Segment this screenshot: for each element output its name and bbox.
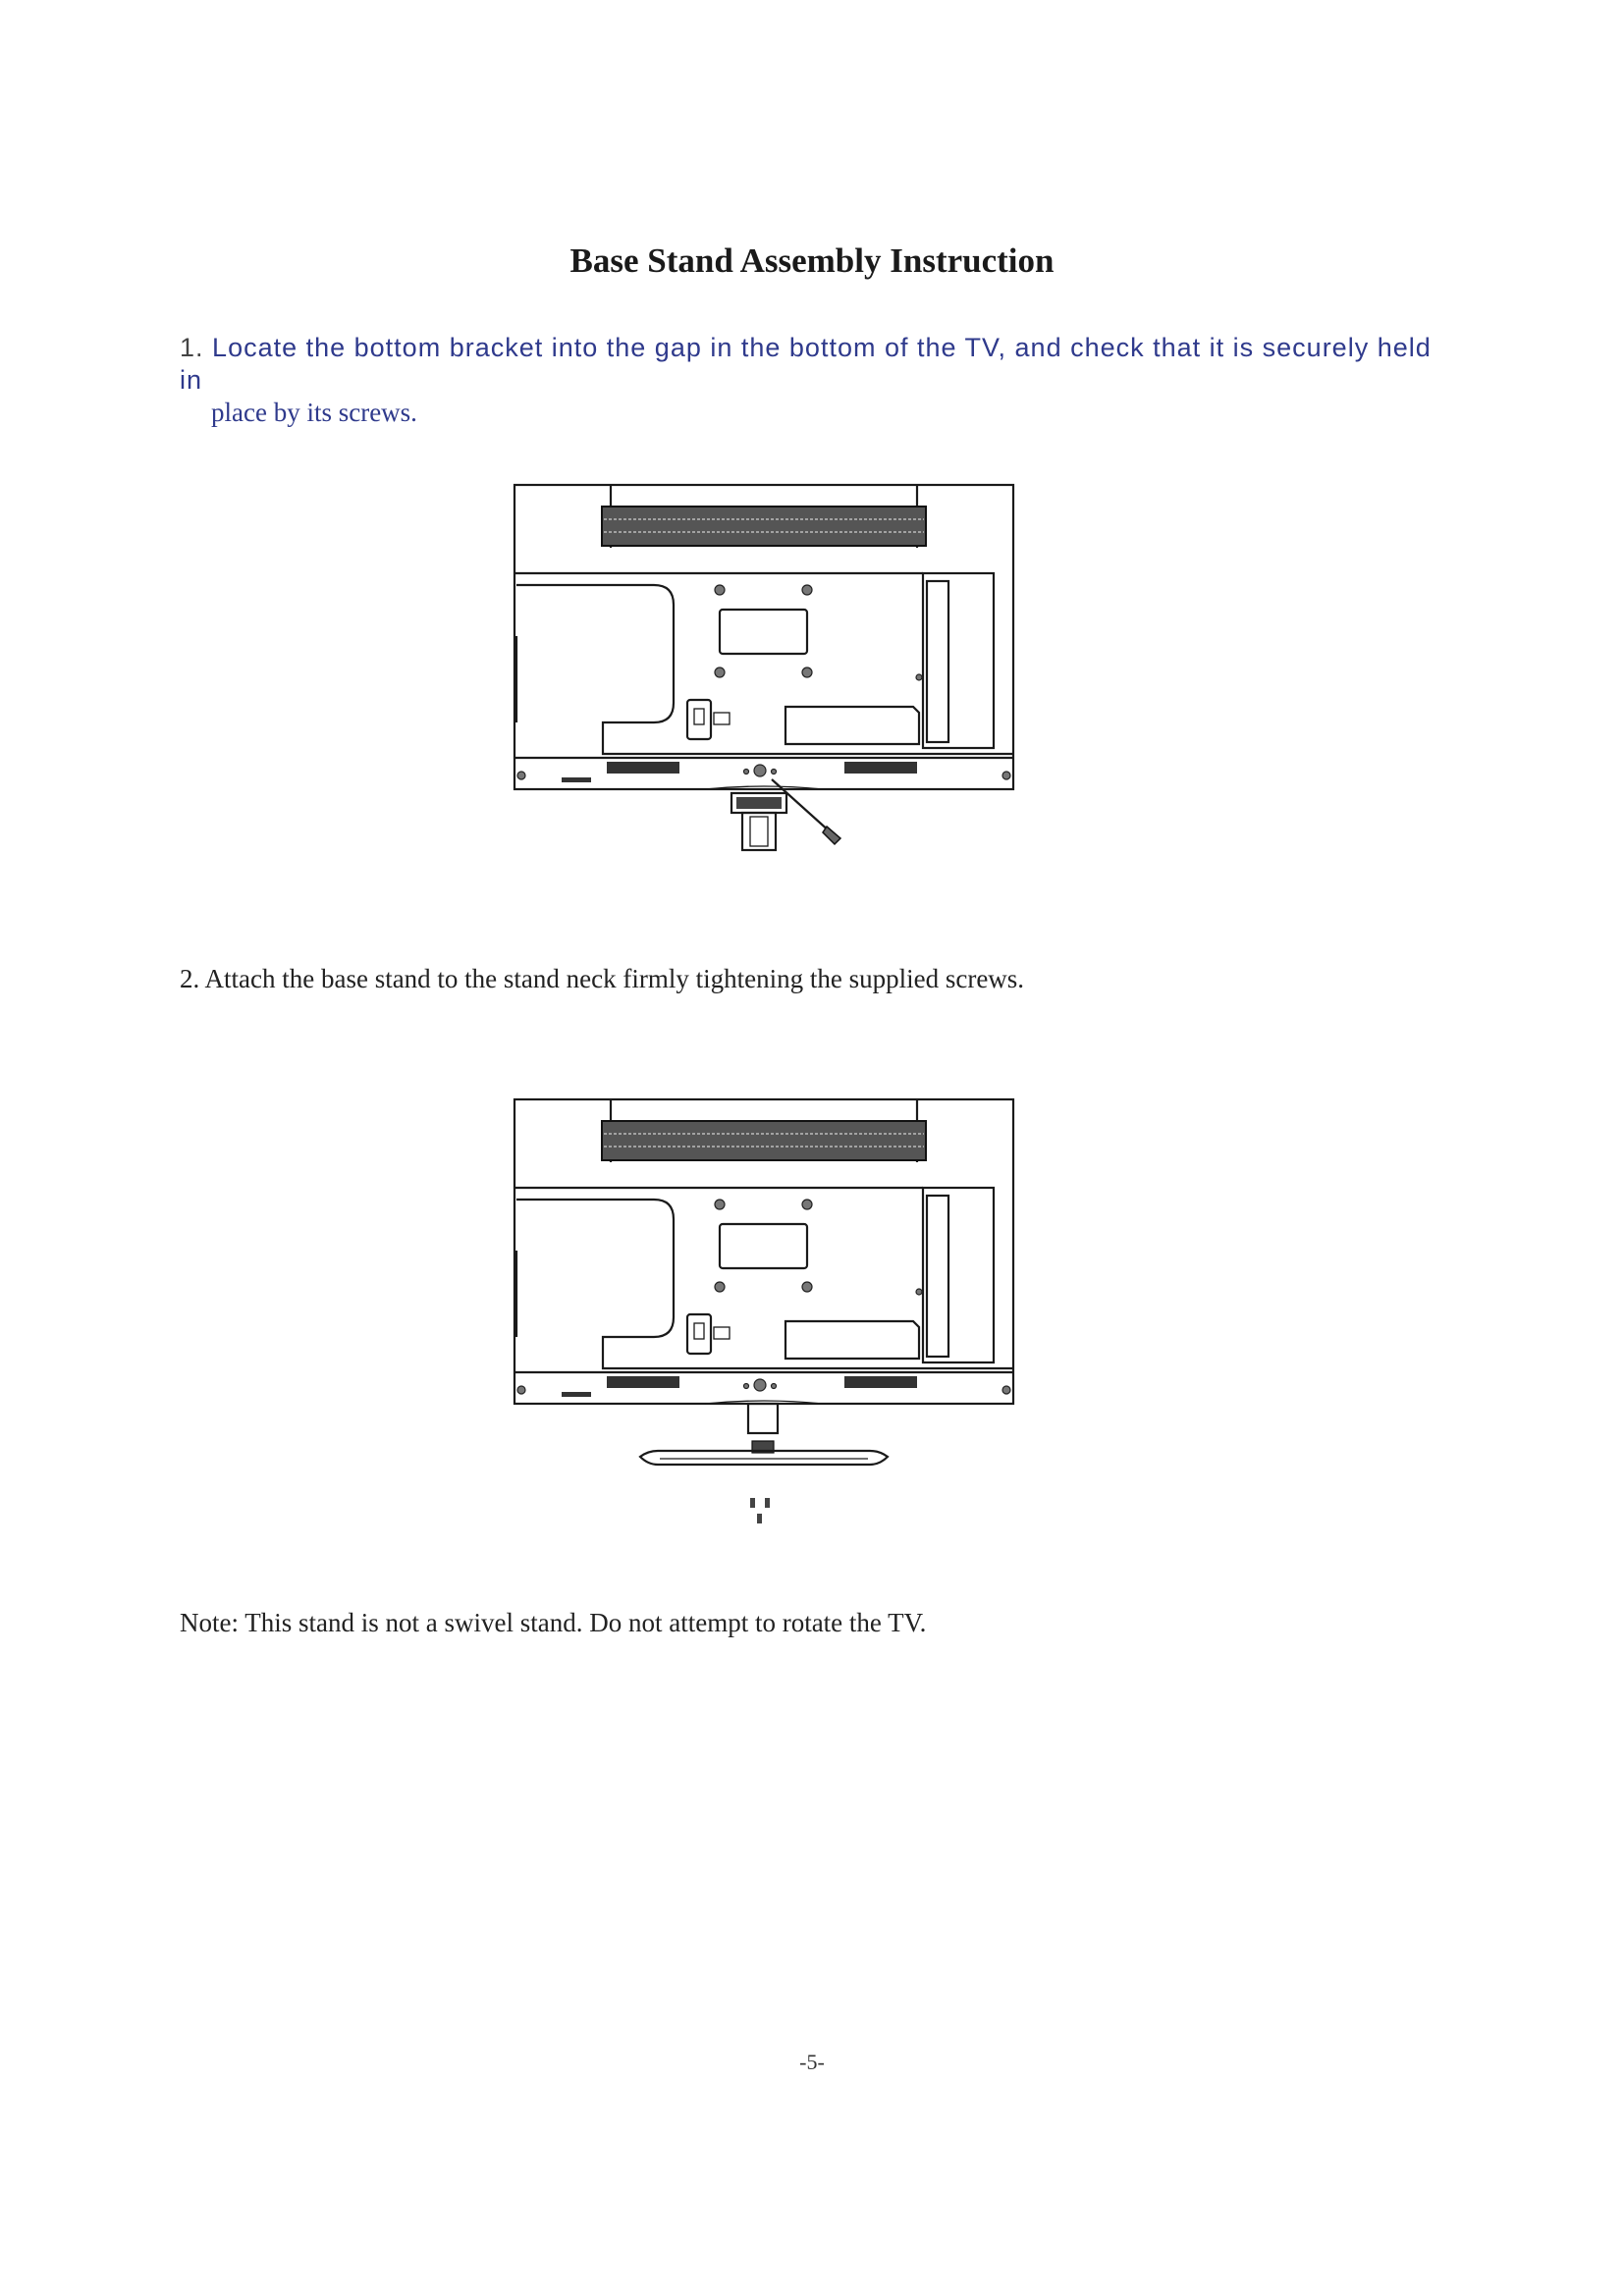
mount-hole-icon <box>802 585 812 595</box>
mount-hole-icon <box>802 667 812 677</box>
screws-icon <box>750 1498 770 1523</box>
tv-rear-panel <box>514 1099 1013 1404</box>
screw-hole-icon <box>754 1379 766 1391</box>
step-1-number: 1. <box>180 333 204 362</box>
mount-hole-icon <box>715 1282 725 1292</box>
step-1-instruction <box>180 332 1446 429</box>
step-1-text-line-2: place by its screws. <box>211 398 417 427</box>
mount-hole-icon <box>715 667 725 677</box>
mount-hole-icon <box>715 585 725 595</box>
mount-hole-icon <box>715 1200 725 1209</box>
note-text: Note: This stand is not a swivel stand. Do not attempt to rotate the TV. <box>180 1608 927 1637</box>
bottom-bracket <box>731 793 786 850</box>
step-1-text-line-1: Locate the bottom bracket into the gap in the bottom of the TV, and check that it is securely held in <box>180 333 1432 395</box>
stand-neck <box>748 1404 778 1433</box>
mount-hole-icon <box>802 1200 812 1209</box>
base-stand <box>640 1441 888 1465</box>
page-title: Base Stand Assembly Instruction <box>569 241 1055 280</box>
tv-rear-with-base-stand-diagram <box>0 1086 1624 1537</box>
tv-rear-panel <box>514 485 1013 789</box>
step-2-instruction: 2. Attach the base stand to the stand neck firmly tightening the supplied screws. <box>180 964 1025 993</box>
tv-rear-with-bottom-bracket-diagram <box>0 471 1624 883</box>
screw-hole-icon <box>754 765 766 776</box>
mount-hole-icon <box>802 1282 812 1292</box>
page-number: -5- <box>799 2050 825 2074</box>
